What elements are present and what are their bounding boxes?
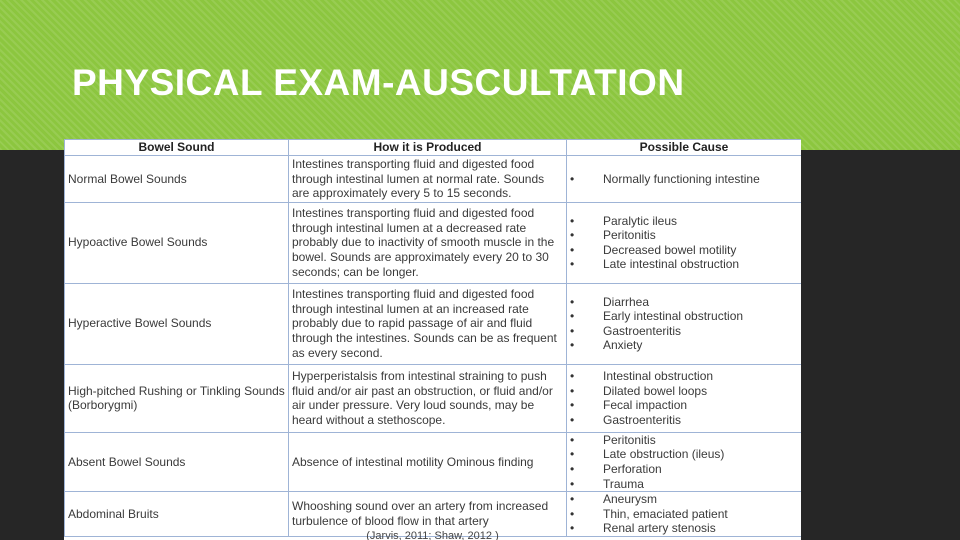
cause-list xyxy=(567,433,801,491)
table-row xyxy=(65,364,802,432)
possible-cause-cell xyxy=(567,432,802,491)
cause-list-item: • Peritonitis xyxy=(567,228,801,243)
cause-list-item: • Normally functioning intestine xyxy=(567,172,801,187)
cause-list-item: • Fecal impaction xyxy=(567,398,801,413)
possible-cause-cell xyxy=(567,364,802,432)
slide-title: PHYSICAL EXAM-AUSCULTATION xyxy=(72,62,685,103)
cause-list-item: • Thin, emaciated patient xyxy=(567,507,801,522)
possible-cause-cell xyxy=(567,202,802,283)
column-header-possible-cause: Possible Cause xyxy=(567,140,802,156)
table-row xyxy=(65,283,802,364)
cause-list-item: • Trauma xyxy=(567,477,801,492)
bowel-sound-cell: High-pitched Rushing or Tinkling Sounds (Borborygmi) xyxy=(65,364,289,432)
column-header-bowel-sound: Bowel Sound xyxy=(65,140,289,156)
cause-list-item: • Peritonitis xyxy=(567,433,801,448)
cause-list-item: • Gastroenteritis xyxy=(567,413,801,428)
how-produced-cell: Absence of intestinal motility Ominous finding xyxy=(289,432,567,491)
cause-list-item: • Late obstruction (ileus) xyxy=(567,447,801,462)
cause-list-item: • Renal artery stenosis xyxy=(567,521,801,536)
how-produced-cell: Intestines transporting fluid and digested food through intestinal lumen at normal rate. Sounds are approximately every 5 to 15 seconds. xyxy=(289,156,567,203)
column-header-how-produced: How it is Produced xyxy=(289,140,567,156)
cause-list-item: • Late intestinal obstruction xyxy=(567,257,801,272)
how-produced-cell: Whooshing sound over an artery from increased turbulence of blood flow in that artery xyxy=(289,492,567,537)
table-row xyxy=(65,156,802,203)
cause-list-item: • Decreased bowel motility xyxy=(567,243,801,258)
cause-list-item: • Early intestinal obstruction xyxy=(567,309,801,324)
table-header-row xyxy=(65,140,802,156)
how-produced-cell: Intestines transporting fluid and digested food through intestinal lumen at an increased rate probably due to rapid passage of air and fluid through the intestines. Sounds can be as frequent as every second. xyxy=(289,283,567,364)
cause-list-item: • Anxiety xyxy=(567,338,801,353)
cause-list-item: • Diarrhea xyxy=(567,295,801,310)
how-produced-cell: Hyperperistalsis from intestinal straining to push fluid and/or air past an obstruction, or fluid and/or air under pressure. Very loud sounds, may be heard without a stethoscope. xyxy=(289,364,567,432)
bowel-sounds-table-card xyxy=(64,139,801,540)
bowel-sound-cell: Normal Bowel Sounds xyxy=(65,156,289,203)
bowel-sounds-table xyxy=(64,139,801,537)
cause-list-item: • Dilated bowel loops xyxy=(567,384,801,399)
cause-list xyxy=(567,214,801,272)
source-citation: (Jarvis, 2011; Shaw, 2012 ) xyxy=(366,530,499,540)
cause-list-item: • Aneurysm xyxy=(567,492,801,507)
bowel-sound-cell: Hypoactive Bowel Sounds xyxy=(65,202,289,283)
possible-cause-cell xyxy=(567,283,802,364)
bowel-sound-cell: Abdominal Bruits xyxy=(65,492,289,537)
bowel-sound-cell: Hyperactive Bowel Sounds xyxy=(65,283,289,364)
cause-list xyxy=(567,295,801,353)
table-row xyxy=(65,432,802,491)
bowel-sound-cell: Absent Bowel Sounds xyxy=(65,432,289,491)
cause-list-item: • Gastroenteritis xyxy=(567,324,801,339)
possible-cause-cell xyxy=(567,156,802,203)
cause-list-item: • Paralytic ileus xyxy=(567,214,801,229)
table-row xyxy=(65,202,802,283)
how-produced-cell: Intestines transporting fluid and digested food through intestinal lumen at a decreased rate probably due to inactivity of smooth muscle in the bowel. Sounds are approximately every 20 to 30 seconds; can be longer. xyxy=(289,202,567,283)
cause-list xyxy=(567,369,801,427)
cause-list-item: • Perforation xyxy=(567,462,801,477)
cause-list-item: • Intestinal obstruction xyxy=(567,369,801,384)
cause-list xyxy=(567,172,801,187)
